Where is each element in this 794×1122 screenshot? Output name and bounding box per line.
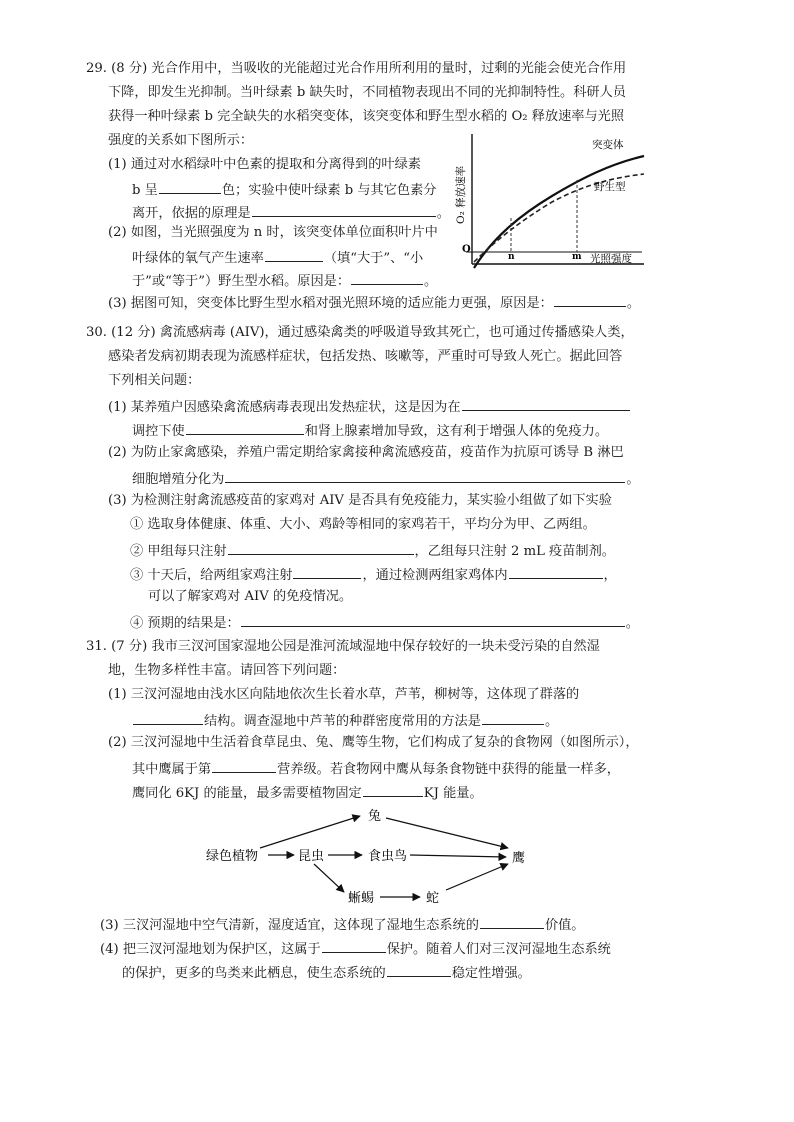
- answer-blank[interactable]: [212, 758, 276, 773]
- n-label: n: [508, 252, 515, 262]
- q29-part2-text-d: 。: [424, 274, 438, 289]
- q31-part2-line1: (2) 三汊河湿地中生活着食草昆虫、兔、鹰等生物，它们构成了复杂的食物网（如图所示），: [108, 735, 639, 750]
- origin-label: O: [462, 244, 471, 255]
- x-axis-label: 光照强度: [590, 253, 632, 265]
- q31-part1-line2: [132, 710, 558, 731]
- food-web-diagram: [200, 808, 540, 908]
- mutant-curve: [474, 156, 644, 268]
- q31-part4-text-d: 稳定性增强。: [451, 966, 531, 981]
- answer-blank[interactable]: [351, 270, 423, 285]
- q29-part3-text-a: (3) 据图可知，突变体比野生型水稻对强光照环境的适应能力更强，原因是：: [108, 296, 553, 311]
- m-label: m: [572, 252, 582, 262]
- answer-blank[interactable]: [293, 564, 361, 579]
- q31-part4-line1: [100, 938, 611, 959]
- answer-blank[interactable]: [509, 564, 603, 579]
- answer-blank[interactable]: [159, 179, 221, 194]
- answer-blank[interactable]: [363, 782, 423, 797]
- q31-part3-text-a: (3) 三汊河湿地中空气清新，湿度适宜，这体现了湿地生态系统的: [100, 918, 479, 933]
- q30-part2-line1: (2) 为防止家禽感染，养殖户需定期给家禽接种禽流感疫苗，疫苗作为抗原可诱导 B 淋巴: [108, 445, 624, 460]
- q30-part1-text-c: 和肾上腺素增加导致，这有利于增强人体的免疫力。: [304, 424, 609, 439]
- answer-blank[interactable]: [186, 420, 304, 435]
- answer-blank[interactable]: [225, 468, 625, 483]
- q31-part1-line1: (1) 三汊河湿地由浅水区向陆地依次生长着水草，芦苇，柳树等，这体现了群落的: [108, 687, 580, 702]
- answer-blank[interactable]: [252, 202, 436, 217]
- q29-line-3: 获得一种叶绿素 b 完全缺失的水稻突变体，该突变体和野生型水稻的 O₂ 释放速率与光照: [108, 109, 625, 124]
- q30-step3-text-a: ③ 十天后，给两组家鸡注射: [130, 568, 293, 583]
- q30-part1-line2: [132, 420, 608, 441]
- q31-part2-text-b: 营养级。若食物网中鹰从每条食物链中获得的能量一样多，: [277, 762, 620, 777]
- answer-blank[interactable]: [228, 540, 414, 555]
- q31-part4-text-b: 保护。随着人们对三汊河湿地生态系统: [386, 942, 611, 957]
- answer-blank[interactable]: [480, 914, 544, 929]
- answer-blank[interactable]: [387, 962, 451, 977]
- q30-step4-text-b: 。: [625, 616, 639, 631]
- q31-part2-text-c: 鹰同化 6KJ 的能量，最多需要植物固定: [132, 786, 362, 801]
- q31-part1-text-b: 。: [544, 714, 559, 729]
- q30-line-1: 30. (12 分) 禽流感病毒 (AIV)，通过感染禽类的呼吸道导致其死亡，也可通过传播感染人类，: [86, 325, 634, 340]
- node-rabbit: 兔: [368, 809, 382, 824]
- q29-part1-text-a: b 呈: [132, 183, 158, 198]
- q31-part2-text-d: KJ 能量。: [423, 786, 483, 801]
- photosynthesis-curve-figure: [452, 128, 648, 276]
- answer-blank[interactable]: [133, 710, 203, 725]
- q29-part2-line1: (2) 如图，当光照强度为 n 时，该突变体单位面积叶片中: [108, 225, 438, 240]
- node-insectivorous-bird: 食虫鸟: [368, 849, 408, 864]
- q31-part4-text-a: (4) 把三汊河湿地划为保护区，这属于: [100, 942, 321, 957]
- q30-part2-line2: [132, 468, 640, 489]
- q29-part2-line3: [132, 270, 437, 291]
- q30-step3-text-c: ，: [603, 568, 617, 583]
- q29-part2-text-b: （填“大于”、“小: [323, 251, 424, 266]
- q29-part2-text-c: 于”或“等于”）野生型水稻。原因是：: [132, 274, 351, 289]
- q31-line-1: 31. (7 分) 我市三汊河国家湿地公园是淮河流域湿地中保存较好的一块未受污染的自然湿: [86, 639, 600, 654]
- q30-step2-text-a: ② 甲组每只注射: [130, 544, 227, 559]
- q29-part1-line3: [132, 202, 450, 223]
- q31-part2-line2: [132, 758, 620, 779]
- q31-line-2: 地，生物多样性丰富。请回答下列问题：: [108, 663, 346, 678]
- q29-part3-text-b: 。: [626, 296, 641, 311]
- q30-part1-text-b: 调控下使: [132, 424, 185, 439]
- wild-type-label: 野生型: [594, 181, 626, 193]
- q30-line-2: 感染者发病初期表现为流感样症状，包括发热、咳嗽等，严重时可导致人死亡。据此回答: [108, 349, 623, 364]
- arrow-bird-to-eagle: [410, 855, 506, 857]
- q30-part1-line1: [108, 396, 631, 417]
- q30-step2: [130, 540, 615, 561]
- q29-part1-text-c: 离开，依据的原理是: [132, 206, 251, 221]
- q30-part3-line1: (3) 为检测注射禽流感疫苗的家鸡对 AIV 是否具有免疫能力，某实验小组做了如下实验: [108, 493, 612, 508]
- q30-step2-text-b: ，乙组每只注射 2 mL 疫苗制剂。: [414, 544, 615, 559]
- arrow-plant-to-rabbit: [260, 816, 360, 848]
- answer-blank[interactable]: [241, 612, 625, 627]
- answer-blank[interactable]: [322, 938, 386, 953]
- node-lizard: 蜥蜴: [348, 891, 375, 906]
- node-green-plant: 绿色植物: [206, 849, 259, 864]
- q30-line-3: 下列相关问题：: [108, 373, 201, 388]
- q31-part1-text-a: 结构。调查湿地中芦苇的种群密度常用的方法是: [204, 714, 481, 729]
- arrow-snake-to-eagle: [446, 864, 508, 890]
- answer-blank[interactable]: [482, 710, 544, 725]
- q29-part2-line2: [132, 247, 423, 268]
- node-insect: 昆虫: [298, 849, 325, 864]
- arrow-rabbit-to-eagle: [386, 818, 508, 848]
- q29-part1-line1: (1) 通过对水稻绿叶中色素的提取和分离得到的叶绿素: [108, 157, 421, 172]
- q30-step3: [130, 564, 617, 585]
- node-snake: 蛇: [426, 891, 440, 906]
- q30-step4-text-a: ④ 预期的结果是：: [130, 616, 240, 631]
- q29-line-2: 下降，即发生光抑制。当叶绿素 b 缺失时，不同植物表现出不同的光抑制特性。科研人员: [108, 85, 626, 100]
- q30-step4: [130, 612, 639, 633]
- q31-part3-line1: [100, 914, 585, 935]
- answer-blank[interactable]: [554, 292, 626, 307]
- arrow-insect-to-lizard: [314, 864, 344, 892]
- mutant-label: 突变体: [592, 139, 624, 151]
- q29-line-4: 强度的关系如下图所示：: [108, 133, 254, 148]
- q30-step3-line2: 可以了解家鸡对 AIV 的免疫情况。: [148, 589, 353, 604]
- q29-line-1: 29. (8 分) 光合作用中，当吸收的光能超过光合作用所利用的量时，过剩的光能会使光合作用: [86, 61, 627, 76]
- q29-part1-text-d: 。: [436, 206, 450, 221]
- q29-part1-line2: [132, 179, 436, 200]
- q31-part3-text-b: 价值。: [544, 918, 585, 933]
- q29-part3-line1: [108, 292, 640, 313]
- answer-blank[interactable]: [462, 396, 630, 411]
- q30-part2-text-b: 。: [626, 472, 640, 487]
- q30-part1-text-a: (1) 某养殖户因感染禽流感病毒表现出发热症状，这是因为在: [108, 400, 461, 415]
- q31-part4-text-c: 的保护，更多的鸟类来此栖息，使生态系统的: [122, 966, 386, 981]
- q30-step3-text-b: ，通过检测两组家鸡体内: [362, 568, 508, 583]
- q29-part1-text-b: 色；实验中使叶绿素 b 与其它色素分: [221, 183, 437, 198]
- y-axis-label: O₂ 释放速率: [455, 165, 467, 224]
- q30-part2-text-a: 细胞增殖分化为: [132, 472, 225, 487]
- node-eagle: 鹰: [512, 851, 526, 866]
- answer-blank[interactable]: [265, 247, 323, 262]
- q31-part4-line2: [122, 962, 531, 983]
- q31-part2-line3: [132, 782, 483, 803]
- q31-part2-text-a: 其中鹰属于第: [132, 762, 212, 777]
- q29-part2-text-a: 叶绿体的氧气产生速率: [132, 251, 264, 266]
- q30-step1: ① 选取身体健康、体重、大小、鸡龄等相同的家鸡若干，平均分为甲、乙两组。: [130, 517, 596, 532]
